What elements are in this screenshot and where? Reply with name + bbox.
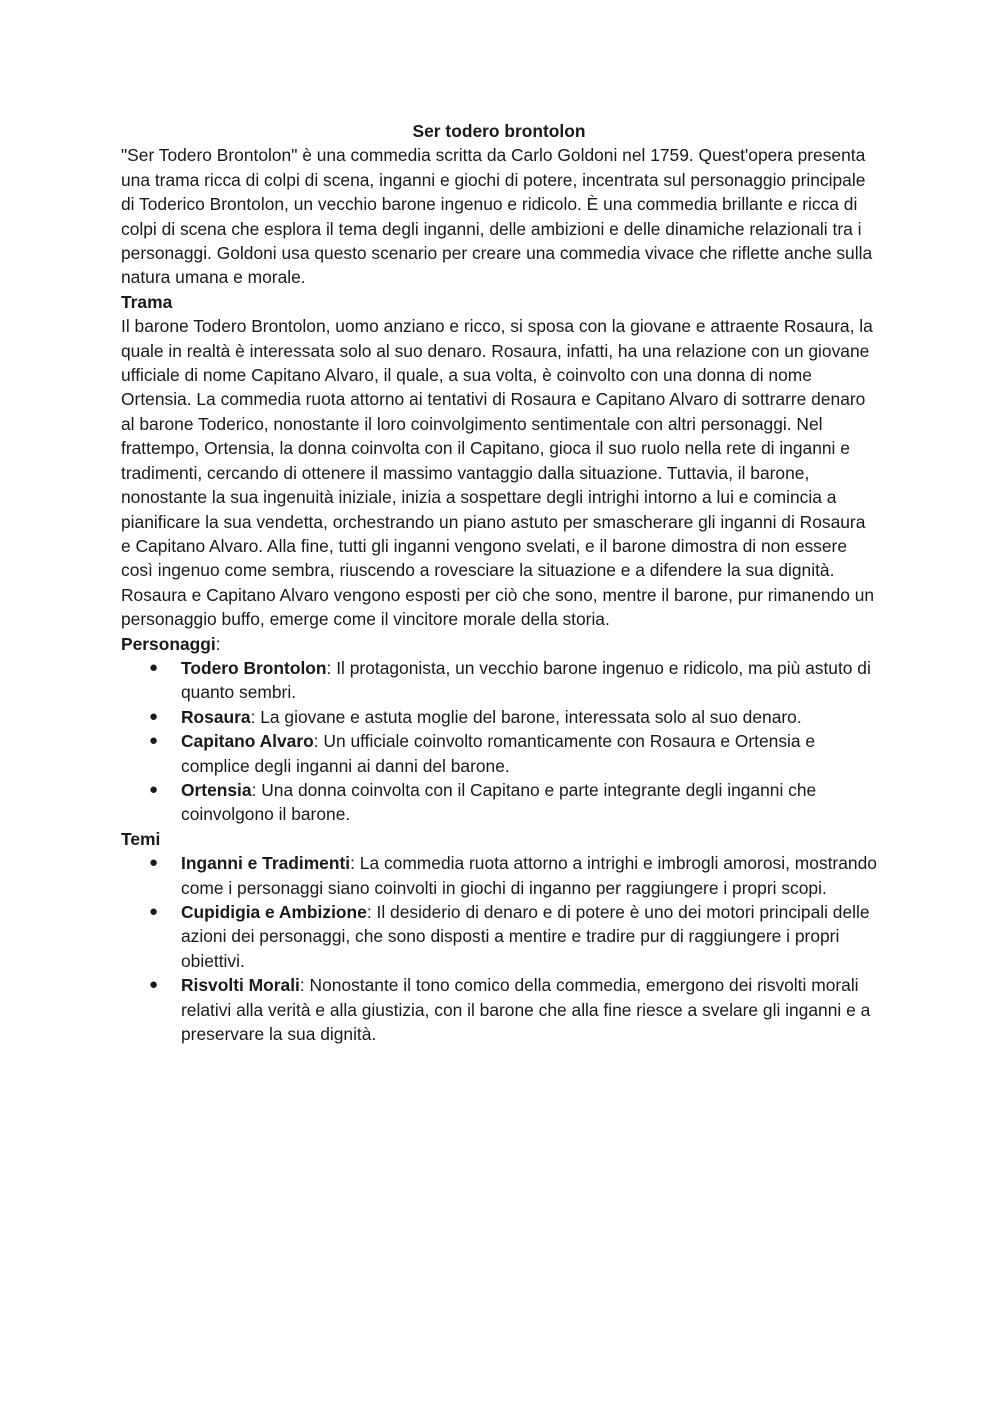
item-description: : Il protagonista, un vecchio barone ingenuo e ridicolo, ma più astuto di quanto sembri.: [181, 657, 871, 703]
personaggi-list: [121, 656, 877, 827]
document-title: Ser todero brontolon: [412, 121, 586, 141]
item-description: : La commedia ruota attorno a intrighi e imbrogli amorosi, mostrando come i personaggi siano coinvolti in giochi di inganno per raggiungere i propri scopi.: [181, 853, 877, 898]
item-description: : La giovane e astuta moglie del barone, interessata solo al suo denaro.: [250, 706, 802, 727]
item-description: : Una donna coinvolta con il Capitano e parte integrante degli inganni che coinvolgono il barone.: [181, 779, 817, 825]
bullet-icon: ●: [149, 780, 159, 798]
document-page: [121, 119, 877, 1046]
item-description: : Il desiderio di denaro e di potere è uno dei motori principali delle azioni dei personaggi, che sono disposti a mentire e tradire pur di raggiungere i propri obiettivi.: [181, 902, 870, 971]
item-term: Ortensia: [181, 779, 252, 800]
bullet-icon: ●: [149, 976, 159, 994]
list-item: [121, 705, 877, 729]
intro-paragraph: "Ser Todero Brontolon" è una commedia scritta da Carlo Goldoni nel 1759. Quest'opera presenta una trama ricca di colpi di scena, inganni e giochi di potere, incentrata sul personaggio principale di Toderico Brontolon, un vecchio barone ingenuo e ridicolo. È una commedia brillante e ricca di colpi di scena che esplora il tema degli inganni, delle ambizioni e delle dinamiche relazionali tra i personaggi. Goldoni usa questo scenario per creare una commedia vivace che riflette anche sulla natura umana e morale.: [121, 145, 873, 288]
item-description: : Un ufficiale coinvolto romanticamente con Rosaura e Ortensia e complice degli inganni ai danni del barone.: [181, 731, 816, 776]
temi-heading: Temi: [121, 828, 161, 849]
bullet-icon: ●: [149, 903, 159, 920]
bullet-icon: ●: [149, 854, 159, 872]
list-item: [121, 900, 877, 973]
item-term: Todero Brontolon: [181, 657, 327, 678]
list-item: [121, 973, 877, 1046]
list-item: [121, 656, 877, 705]
bullet-icon: ●: [149, 732, 159, 750]
personaggi-heading-suffix: :: [215, 633, 221, 654]
personaggi-heading-label: Personaggi: [121, 633, 216, 654]
list-item: [121, 729, 877, 778]
item-term: Inganni e Tradimenti: [181, 853, 351, 874]
list-item: [121, 778, 877, 827]
item-term: Cupidigia e Ambizione: [181, 902, 367, 922]
list-item: [121, 851, 877, 900]
trama-heading: Trama: [121, 291, 173, 312]
bullet-icon: ●: [149, 707, 159, 725]
personaggi-heading: [121, 632, 877, 656]
item-term: Capitano Alvaro: [181, 731, 314, 752]
bullet-icon: ●: [149, 658, 159, 676]
item-description: : Nonostante il tono comico della commedia, emergono dei risvolti morali relativi alla verità e alla giustizia, con il barone che alla fine riesce a svelare gli inganni e a preservare la sua dignità.: [181, 975, 871, 1045]
trama-paragraph: Il barone Todero Brontolon, uomo anziano e ricco, si sposa con la giovane e attraente Rosaura, la quale in realtà è interessata solo al suo denaro. Rosaura, infatti, ha una relazione con un giovane ufficiale di nome Capitano Alvaro, il quale, a sua volta, è coinvolto con una donna di nome Ortensia. La commedia ruota attorno ai tentativi di Rosaura e Capitano Alvaro di sottrarre denaro al barone Toderico, nonostante il loro coinvolgimento sentimentale con altri personaggi. Nel frattempo, Ortensia, la donna coinvolta con il Capitano, gioca il suo ruolo nella rete di inganni e tradimenti, cercando di ottenere il massimo vantaggio dalla situazione. Tuttavia, il barone, nonostante la sua ingenuità iniziale, inizia a sospettare degli intrighi intorno a lui e comincia a pianificare la sua vendetta, orchestrando un piano astuto per smascherare gli inganni di Rosaura e Capitano Alvaro. Alla fine, tutti gli inganni vengono svelati, e il barone dimostra di non essere così ingenuo come sembra, riuscendo a rovesciare la situazione e a difendere la sua dignità. Rosaura e Capitano Alvaro vengono esposti per ciò che sono, mentre il barone, pur rimanendo un personaggio buffo, emerge come il vincitore morale della storia.: [121, 316, 875, 630]
item-term: Risvolti Morali: [181, 975, 300, 996]
temi-list: [121, 851, 877, 1046]
item-term: Rosaura: [181, 706, 251, 727]
